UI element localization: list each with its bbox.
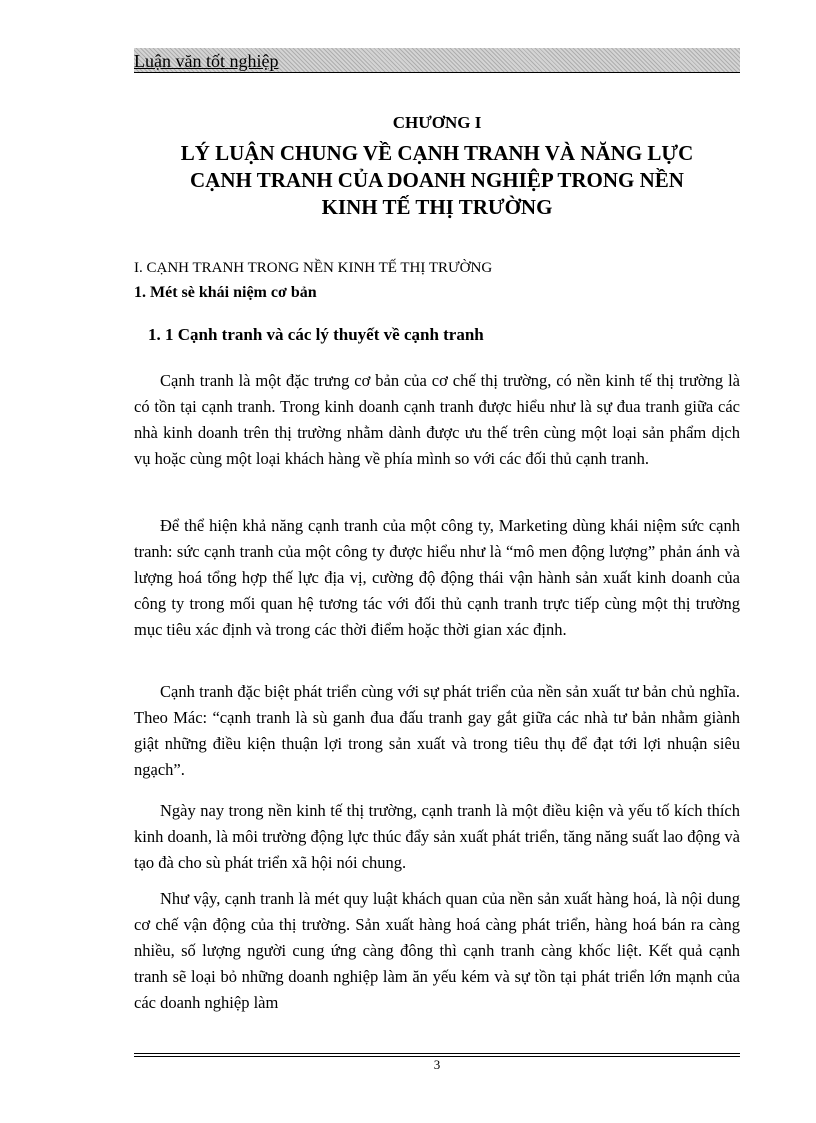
section-heading-2: 1. Mét sè khái niệm cơ bản <box>134 284 317 301</box>
paragraph-3 <box>134 679 740 783</box>
paragraph-3-text: Cạnh tranh đặc biệt phát triển cùng với sự phát triển của nền sản xuất tư bản chủ nghĩa. Theo Mác: “cạnh tranh là sù ganh đua đấu tranh gay gắt giữa các nhà tư bản nhằm giành giật những điều kiện thuận lợi trong sản xuất và trong tiêu thụ để đạt tới lợi nhuận siêu ngạch”. <box>134 682 740 779</box>
running-header <box>134 48 740 72</box>
paragraph-2 <box>134 513 740 643</box>
chapter-title-line-2: CẠNH TRANH CỦA DOANH NGHIỆP TRONG NỀN <box>190 168 684 192</box>
paragraph-4-text: Ngày nay trong nền kinh tế thị trường, cạnh tranh là một điều kiện và yếu tố kích thích kinh doanh, là môi trường động lực thúc đẩy sản xuất phát triển, tăng năng suất lao động và tạo đà cho sù phát triển xã hội nói chung. <box>134 801 740 872</box>
section-heading-1: I. CẠNH TRANH TRONG NỀN KINH TẾ THỊ TRƯỜNG <box>134 260 493 276</box>
paragraph-4 <box>134 798 740 876</box>
header-rule <box>134 72 740 73</box>
page-number: 3 <box>433 1057 441 1072</box>
paragraph-5-text: Như vậy, cạnh tranh là mét quy luật khách quan của nền sản xuất hàng hoá, là nội dung cơ chế vận động của thị trường. Sản xuất hàng hoá càng phát triển, hàng hoá bán ra càng nhiều, số lượng người cung ứng càng đông thì cạnh tranh càng khốc liệt. Kết quả cạnh tranh sẽ loại bỏ những doanh nghiệp làm ăn yếu kém và sự tồn tại phát triển lớn mạnh của các doanh nghiệp làm <box>134 889 740 1012</box>
paragraph-5 <box>134 886 740 1016</box>
paragraph-1 <box>134 368 740 472</box>
chapter-number: CHƯƠNG I <box>392 113 482 132</box>
chapter-title-line-1: LÝ LUẬN CHUNG VỀ CẠNH TRANH VÀ NĂNG LỰC <box>180 141 694 165</box>
section-heading-3: 1. 1 Cạnh tranh và các lý thuyết về cạnh tranh <box>148 325 484 344</box>
paragraph-1-text: Cạnh tranh là một đặc trưng cơ bản của cơ chế thị trường, có nền kinh tế thị trường là có tồn tại cạnh tranh. Trong kinh doanh cạnh tranh được hiểu như là sự đua tranh giữa các nhà kinh doanh trên thị trường nhằm dành được ưu thế trên cùng một loại sản phẩm dịch vụ hoặc cùng một loại khách hàng về phía mình so với các đối thủ cạnh tranh. <box>134 371 740 468</box>
header-title: Luận văn tốt nghiệp <box>134 51 279 71</box>
paragraph-2-text: Để thể hiện khả năng cạnh tranh của một công ty, Marketing dùng khái niệm sức cạnh tranh: sức cạnh tranh của một công ty được hiểu như là “mô men động lượng” phản ánh và lượng hoá tổng hợp thế lực địa vị, cường độ động thái vận hành sản xuất kinh doanh của công ty trong mối quan hệ tương tác với đối thủ cạnh tranh trực tiếp cùng một thị trường mục tiêu xác định và trong các thời điểm hoặc thời gian xác định. <box>134 516 740 639</box>
footer-rule-top <box>134 1053 740 1054</box>
chapter-title-line-3: KINH TẾ THỊ TRƯỜNG <box>321 195 553 219</box>
